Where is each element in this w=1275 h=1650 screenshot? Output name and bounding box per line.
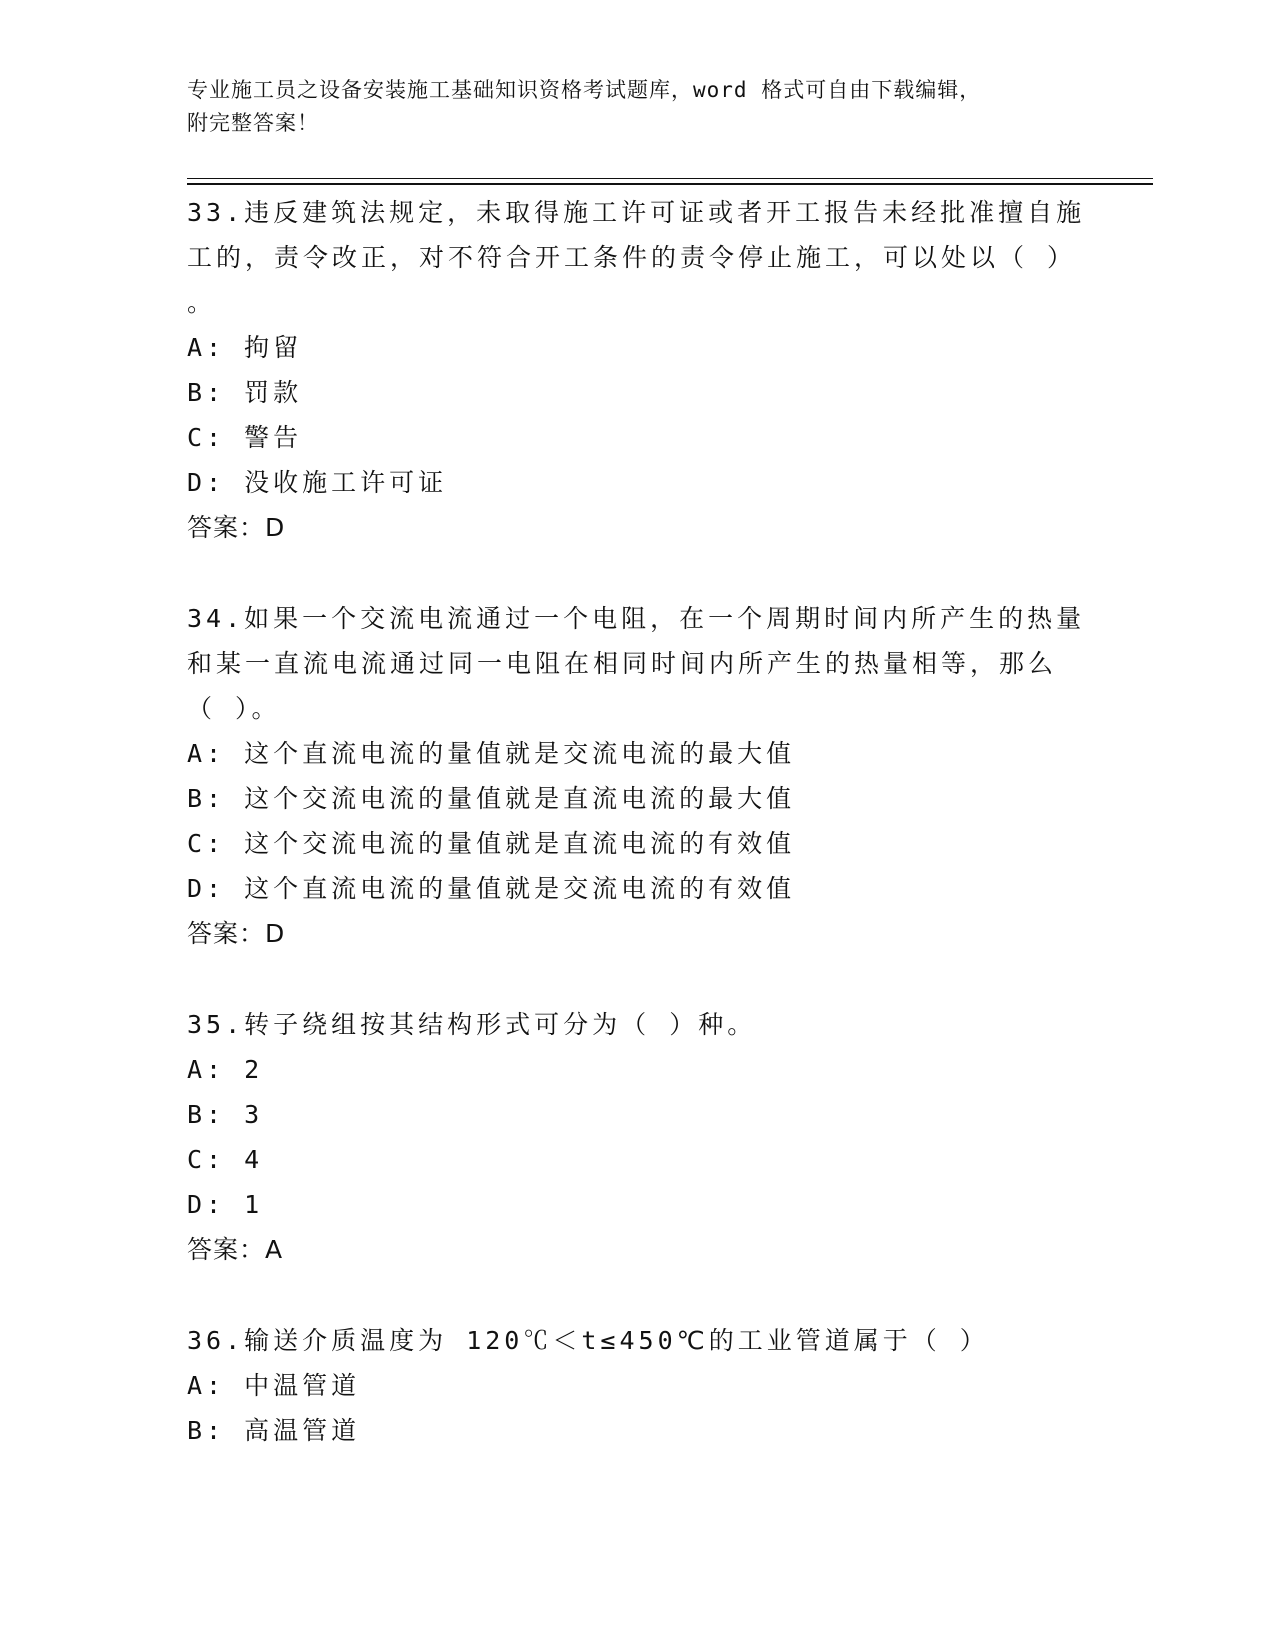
question-34: [187, 596, 1087, 956]
question-stem: [187, 596, 1087, 731]
header-line-2: 附完整答案！: [187, 111, 319, 135]
option-d: D: 1: [187, 1190, 264, 1219]
answer-line: 答案：D: [187, 513, 286, 542]
document-header: [187, 74, 1067, 140]
stem-line: 。: [187, 288, 217, 317]
question-33: [187, 190, 1087, 550]
option-b: B: 高温管道: [187, 1416, 361, 1445]
option-c: C: 这个交流电流的量值就是直流电流的有效值: [187, 829, 796, 858]
stem-line: 34.如果一个交流电流通过一个电阻，在一个周期时间内所产生的热量: [187, 604, 1086, 633]
question-35: [187, 1002, 1087, 1272]
question-stem: [187, 190, 1087, 325]
question-list: [187, 190, 1087, 1499]
option-d: D: 没收施工许可证: [187, 468, 448, 497]
option-a: A: 中温管道: [187, 1371, 361, 1400]
stem-line: 工的，责令改正，对不符合开工条件的责令停止施工，可以处以（ ）: [187, 243, 1077, 272]
option-c: C: 4: [187, 1145, 264, 1174]
option-c: C: 警告: [187, 423, 303, 452]
option-a: A: 这个直流电流的量值就是交流电流的最大值: [187, 739, 796, 768]
stem-line: 35.转子绕组按其结构形式可分为（ ）种。: [187, 1010, 757, 1039]
option-b: B: 罚款: [187, 378, 303, 407]
option-b: B: 3: [187, 1100, 264, 1129]
answer-line: 答案：D: [187, 919, 286, 948]
option-a: A: 拘留: [187, 333, 303, 362]
header-line-1: 专业施工员之设备安装施工基础知识资格考试题库，word 格式可自由下载编辑，: [187, 78, 982, 102]
header-divider-thin: [187, 178, 1153, 179]
answer-line: 答案：A: [187, 1235, 284, 1264]
question-36: [187, 1318, 1087, 1453]
stem-line: （ ）。: [187, 694, 281, 723]
question-stem: [187, 1318, 1087, 1363]
question-stem: [187, 1002, 1087, 1047]
stem-line: 36.输送介质温度为 120℃＜t≤450℃的工业管道属于（ ）: [187, 1326, 989, 1355]
option-b: B: 这个交流电流的量值就是直流电流的最大值: [187, 784, 796, 813]
option-d: D: 这个直流电流的量值就是交流电流的有效值: [187, 874, 796, 903]
stem-line: 和某一直流电流通过同一电阻在相同时间内所产生的热量相等，那么: [187, 649, 1058, 678]
option-a: A: 2: [187, 1055, 264, 1084]
stem-line: 33.违反建筑法规定，未取得施工许可证或者开工报告未经批准擅自施: [187, 198, 1086, 227]
header-divider-thick: [187, 183, 1153, 185]
